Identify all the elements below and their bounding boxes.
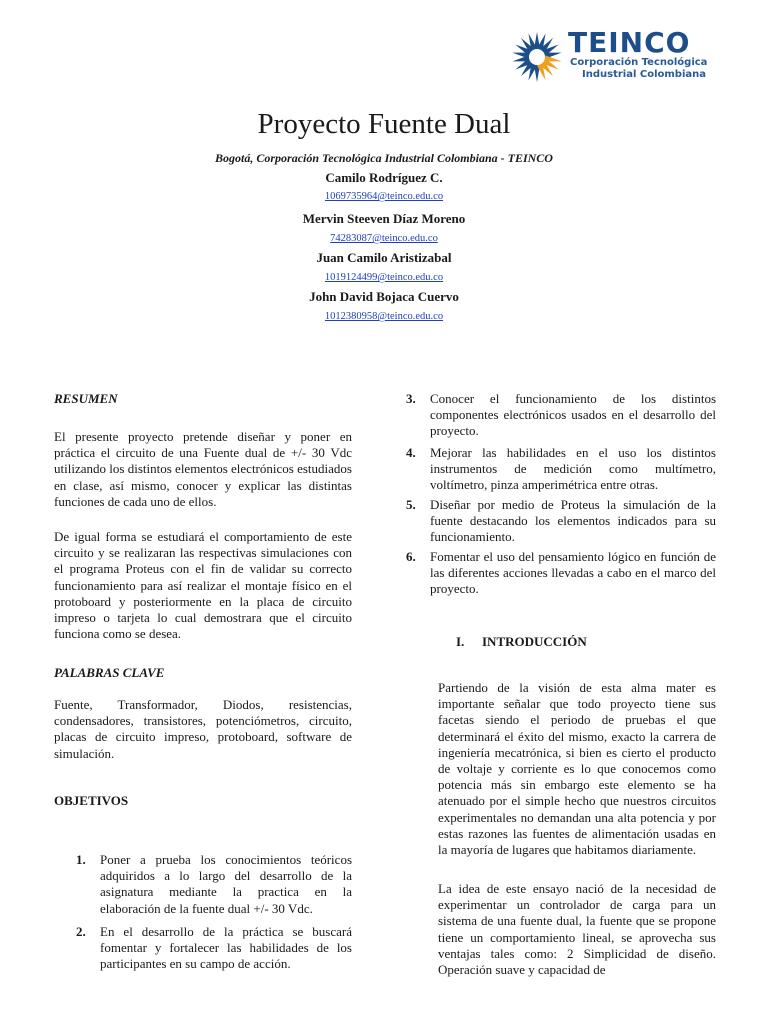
list-item: Fomentar el uso del pensamiento lógico en función de las diferentes acciones llevadas a cabo en el marco del proyecto. <box>430 549 716 597</box>
author-name: John David Bojaca Cuervo <box>309 289 459 304</box>
author-email[interactable]: 74283087@teinco.edu.co <box>330 233 438 244</box>
introduccion-heading: INTRODUCCIÓN <box>482 634 587 649</box>
sunburst-logo-icon <box>510 30 564 84</box>
list-item-number: 4. <box>406 445 416 460</box>
resumen-paragraph-1: El presente proyecto pretende diseñar y poner en práctica el circuito de una Fuente dual de +/- 30 Vdc utilizando los distintos elementos electrónicos estudiados en clase, así mismo, conocer y explicar las distintas funciones de cada uno de ellos. <box>54 429 352 509</box>
logo-subtitle-line1: Corporación Tecnológica <box>570 57 708 68</box>
section-number: I. <box>456 634 465 649</box>
objetivos-heading: OBJETIVOS <box>54 793 129 808</box>
logo-name: TEINCO <box>568 26 691 59</box>
author-name: Camilo Rodríguez C. <box>325 170 443 185</box>
logo-subtitle-line2: Industrial Colombiana <box>582 69 706 80</box>
teinco-logo <box>510 24 720 96</box>
list-item: Diseñar por medio de Proteus la simulación de la fuente destacando los elementos indicados para su funcionamiento. <box>430 497 716 545</box>
list-item-number: 6. <box>406 549 416 564</box>
resumen-heading: RESUMEN <box>54 391 118 406</box>
author-email[interactable]: 1069735964@teinco.edu.co <box>324 191 444 202</box>
palabras-clave-text: Fuente, Transformador, Diodos, resistencias, condensadores, transistores, potenciómetros, circuito, placas de circuito impreso, protoboard, software de simulación. <box>54 697 352 761</box>
author-email[interactable]: 1012380958@teinco.edu.co <box>324 311 444 322</box>
list-item: Conocer el funcionamiento de los distintos componentes electrónicos usados en el desarrollo del proyecto. <box>430 391 716 439</box>
list-item: Mejorar las habilidades en el uso los distintos instrumentos de medición como multímetro, voltímetro, pinza amperimétrica entre otras. <box>430 445 716 493</box>
list-item-number: 1. <box>76 852 86 867</box>
list-item: Poner a prueba los conocimientos teóricos adquiridos a lo largo del desarrollo de la asignatura mediante la practica en la elaboración de la fuente dual +/- 30 Vdc. <box>100 852 352 916</box>
list-item-number: 2. <box>76 924 86 939</box>
paper-title: Proyecto Fuente Dual <box>257 108 511 140</box>
author-name: Juan Camilo Aristizabal <box>316 250 452 265</box>
resumen-paragraph-2: De igual forma se estudiará el comportamiento de este circuito y se realizaran las respectivas simulaciones con el programa Proteus con el fin de validar su correcto funcionamiento para así realizar el montaje físico en el protoboard y posteriormente en la placa de circuito impreso o tarjeta lo cual demostrara que el circuito funciona como se desea. <box>54 529 352 642</box>
palabras-clave-heading: PALABRAS CLAVE <box>54 665 165 680</box>
author-name: Mervin Steeven Díaz Moreno <box>302 211 466 226</box>
list-item: En el desarrollo de la práctica se buscará fomentar y fortalecer las habilidades de los participantes en su campo de acción. <box>100 924 352 972</box>
list-item-number: 5. <box>406 497 416 512</box>
affiliation: Bogotá, Corporación Tecnológica Industrial Colombiana - TEINCO <box>215 151 553 165</box>
list-item-number: 3. <box>406 391 416 406</box>
introduccion-paragraph-1: Partiendo de la visión de esta alma mater es importante señalar que todo proyecto tiene sus facetas siendo el periodo de pruebas el que determinará el éxito del mismo, exacto la carrera de ingeniería mecatrónica, si bien es cierto el producto de voltaje y corriente es lo que conocemos como potencia más sin embargo este elemento se ha atenuado por el simple hecho que nuestros circuitos experimentales no demandan una alta potencia y por estas razones las fuentes de alimentación usadas en la mayoría de lugares que habitamos diariamente. <box>438 680 716 858</box>
author-email[interactable]: 1019124499@teinco.edu.co <box>324 272 444 283</box>
introduccion-paragraph-2: La idea de este ensayo nació de la necesidad de experimentar un controlador de carga para un sistema de una fuente dual, la fuente que se propone tiene un comportamiento lineal, se aprovecha sus ventajas tales como: 2 Simplicidad de diseño. Operación suave y capacidad de <box>438 881 716 978</box>
